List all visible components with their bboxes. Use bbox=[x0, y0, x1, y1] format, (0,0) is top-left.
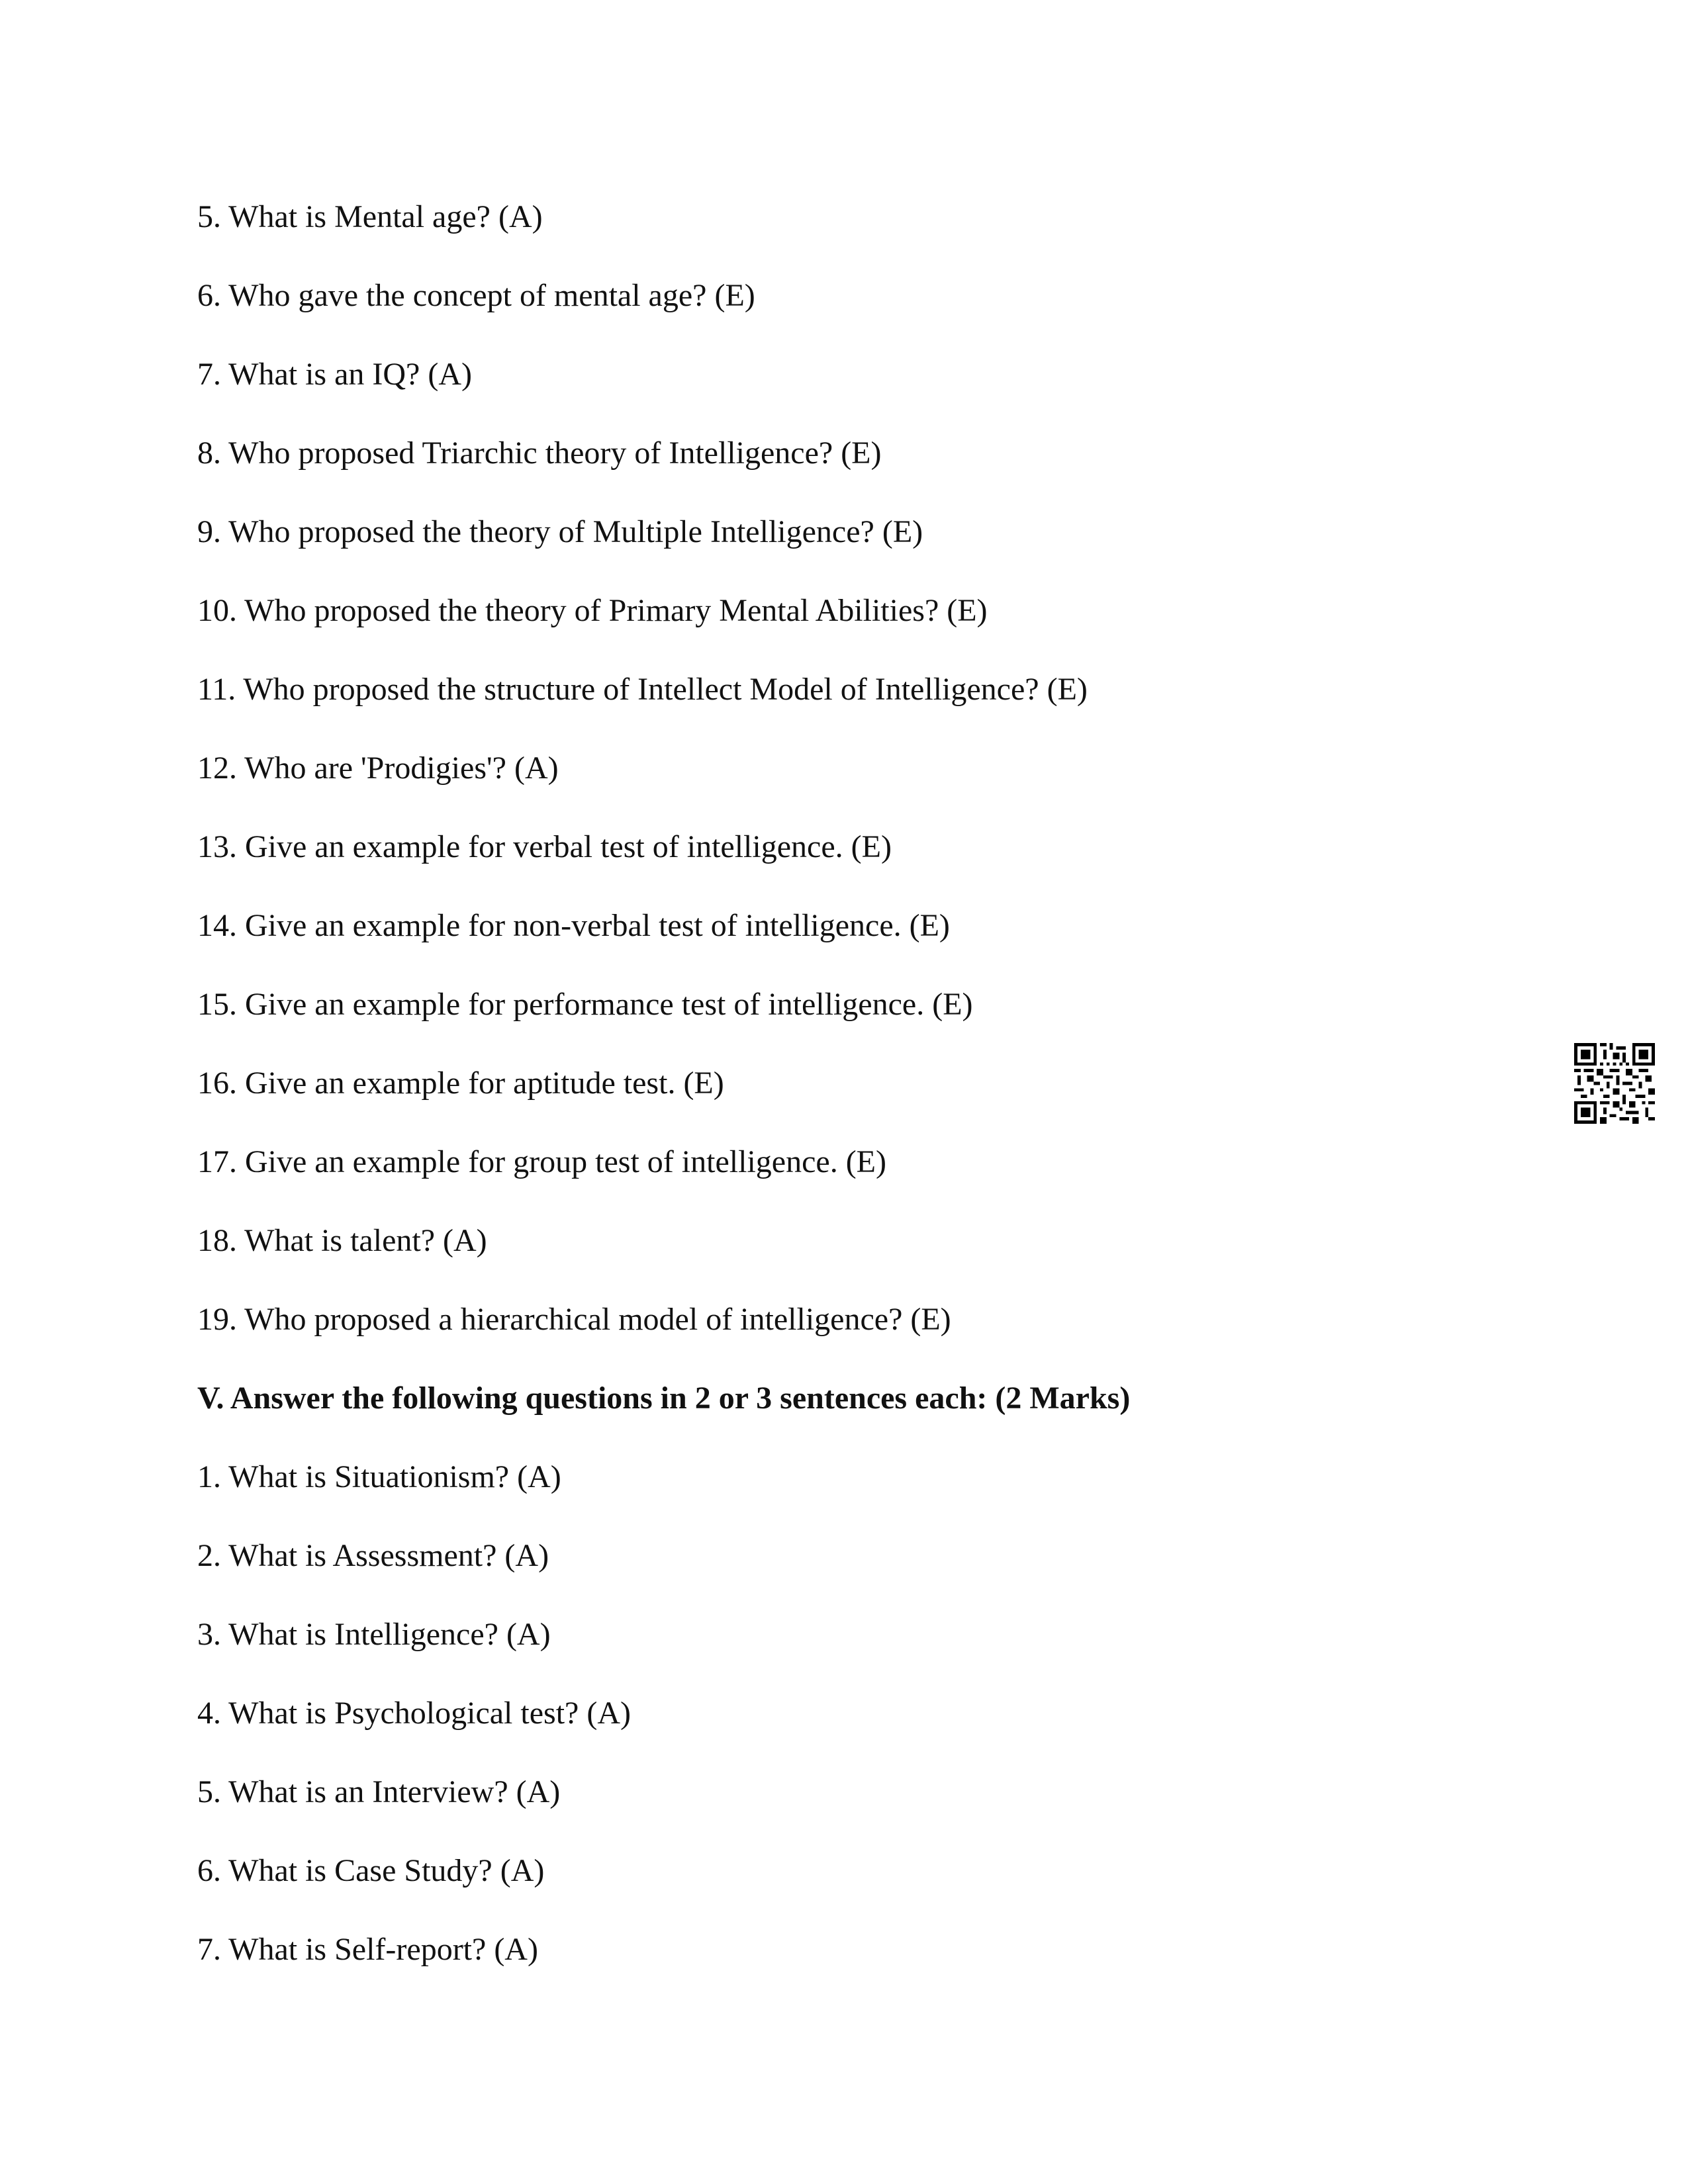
question-item: 6. What is Case Study? (A) bbox=[197, 1853, 545, 1888]
section-v-heading: V. Answer the following questions in 2 or 3 sentences each: (2 Marks) bbox=[197, 1381, 1131, 1416]
question-item: 4. What is Psychological test? (A) bbox=[197, 1696, 631, 1731]
question-item: 17. Give an example for group test of intelligence. (E) bbox=[197, 1144, 886, 1179]
question-item: 1. What is Situationism? (A) bbox=[197, 1459, 561, 1494]
question-item: 15. Give an example for performance test of intelligence. (E) bbox=[197, 987, 973, 1022]
question-item: 5. What is an Interview? (A) bbox=[197, 1774, 561, 1809]
question-item: 13. Give an example for verbal test of intelligence. (E) bbox=[197, 829, 892, 864]
qr-code-icon bbox=[1574, 1043, 1655, 1124]
question-item: 9. Who proposed the theory of Multiple Intelligence? (E) bbox=[197, 514, 923, 549]
question-item: 6. Who gave the concept of mental age? (E) bbox=[197, 278, 755, 313]
question-list bbox=[197, 199, 1521, 2010]
question-item: 11. Who proposed the structure of Intellect Model of Intelligence? (E) bbox=[197, 672, 1088, 707]
question-item: 19. Who proposed a hierarchical model of intelligence? (E) bbox=[197, 1302, 951, 1337]
question-item: 2. What is Assessment? (A) bbox=[197, 1538, 549, 1573]
question-item: 3. What is Intelligence? (A) bbox=[197, 1617, 551, 1652]
question-item: 12. Who are 'Prodigies'? (A) bbox=[197, 751, 559, 786]
question-item: 8. Who proposed Triarchic theory of Intelligence? (E) bbox=[197, 435, 882, 471]
question-item: 7. What is Self-report? (A) bbox=[197, 1932, 538, 1967]
question-item: 7. What is an IQ? (A) bbox=[197, 357, 472, 392]
question-item: 18. What is talent? (A) bbox=[197, 1223, 487, 1258]
question-item: 10. Who proposed the theory of Primary Mental Abilities? (E) bbox=[197, 593, 988, 628]
question-item: 14. Give an example for non-verbal test of intelligence. (E) bbox=[197, 908, 950, 943]
question-item: 16. Give an example for aptitude test. (E) bbox=[197, 1066, 724, 1101]
question-item: 5. What is Mental age? (A) bbox=[197, 199, 543, 234]
